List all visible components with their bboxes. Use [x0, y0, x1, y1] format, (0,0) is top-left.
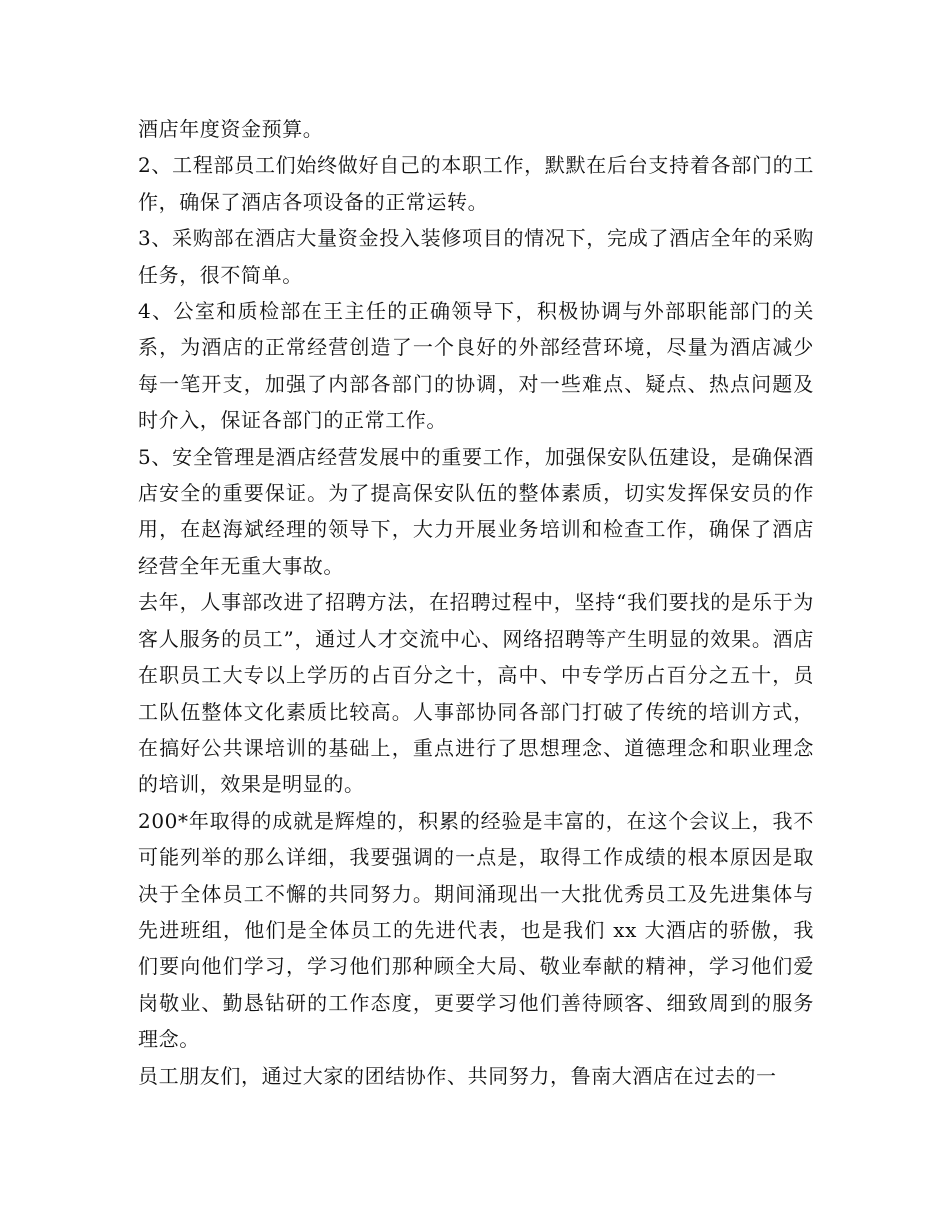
document-body [138, 111, 814, 1094]
paragraph-engineering: 2、工程部员工们始终做好自己的本职工作，默默在后台支持着各部门的工作，确保了酒店各项设备的正常运转。 [138, 153, 814, 214]
paragraph-purchasing: 3、采购部在酒店大量资金投入装修项目的情况下，完成了酒店全年的采购任务，很不简单。 [138, 226, 814, 287]
paragraph-closing: 员工朋友们，通过大家的团结协作、共同努力，鲁南大酒店在过去的一 [138, 1063, 777, 1088]
paragraph-office-quality: 4、公室和质检部在王主任的正确领导下，积极协调与外部职能部门的关系，为酒店的正常经营创造了一个良好的外部经营环境，尽量为酒店减少每一笔开支，加强了内部各部门的协调，对一些难点、疑点、热点问题及时介入，保证各部门的正常工作。 [138, 299, 814, 433]
paragraph-hr: 去年，人事部改进了招聘方法，在招聘过程中，坚持“我们要找的是乐于为客人服务的员工”，通过人才交流中心、网络招聘等产生明显的效果。酒店在职员工大专以上学历的占百分之十，高中、中专学历占百分之五十，员工队伍整体文化素质比较高。人事部协同各部门打破了传统的培训方式，在搞好公共课培训的基础上，重点进行了思想理念、道德理念和职业理念的培训，效果是明显的。 [138, 590, 814, 797]
paragraph-budget-tail: 酒店年度资金预算。 [138, 117, 324, 141]
paragraph-achievements: 200*年取得的成就是辉煌的，积累的经验是丰富的，在这个会议上，我不可能列举的那么详细，我要强调的一点是，取得工作成绩的根本原因是取决于全体员工不懈的共同努力。期间涌现出一大批优秀员工及先进集体与先进班组，他们是全体员工的先进代表，也是我们 xx 大酒店的骄傲，我们要向他们学习，学习他们那种顾全大局、敬业奉献的精神，学习他们爱岗敬业、勤恳钻研的工作态度，更要学习他们善待顾客、细致周到的服务理念。 [138, 808, 814, 1052]
paragraph-security: 5、安全管理是酒店经营发展中的重要工作，加强保安队伍建设，是确保酒店安全的重要保证。为了提高保安队伍的整体素质，切实发挥保安员的作用，在赵海斌经理的领导下，大力开展业务培训和检查工作，确保了酒店经营全年无重大事故。 [138, 444, 814, 578]
